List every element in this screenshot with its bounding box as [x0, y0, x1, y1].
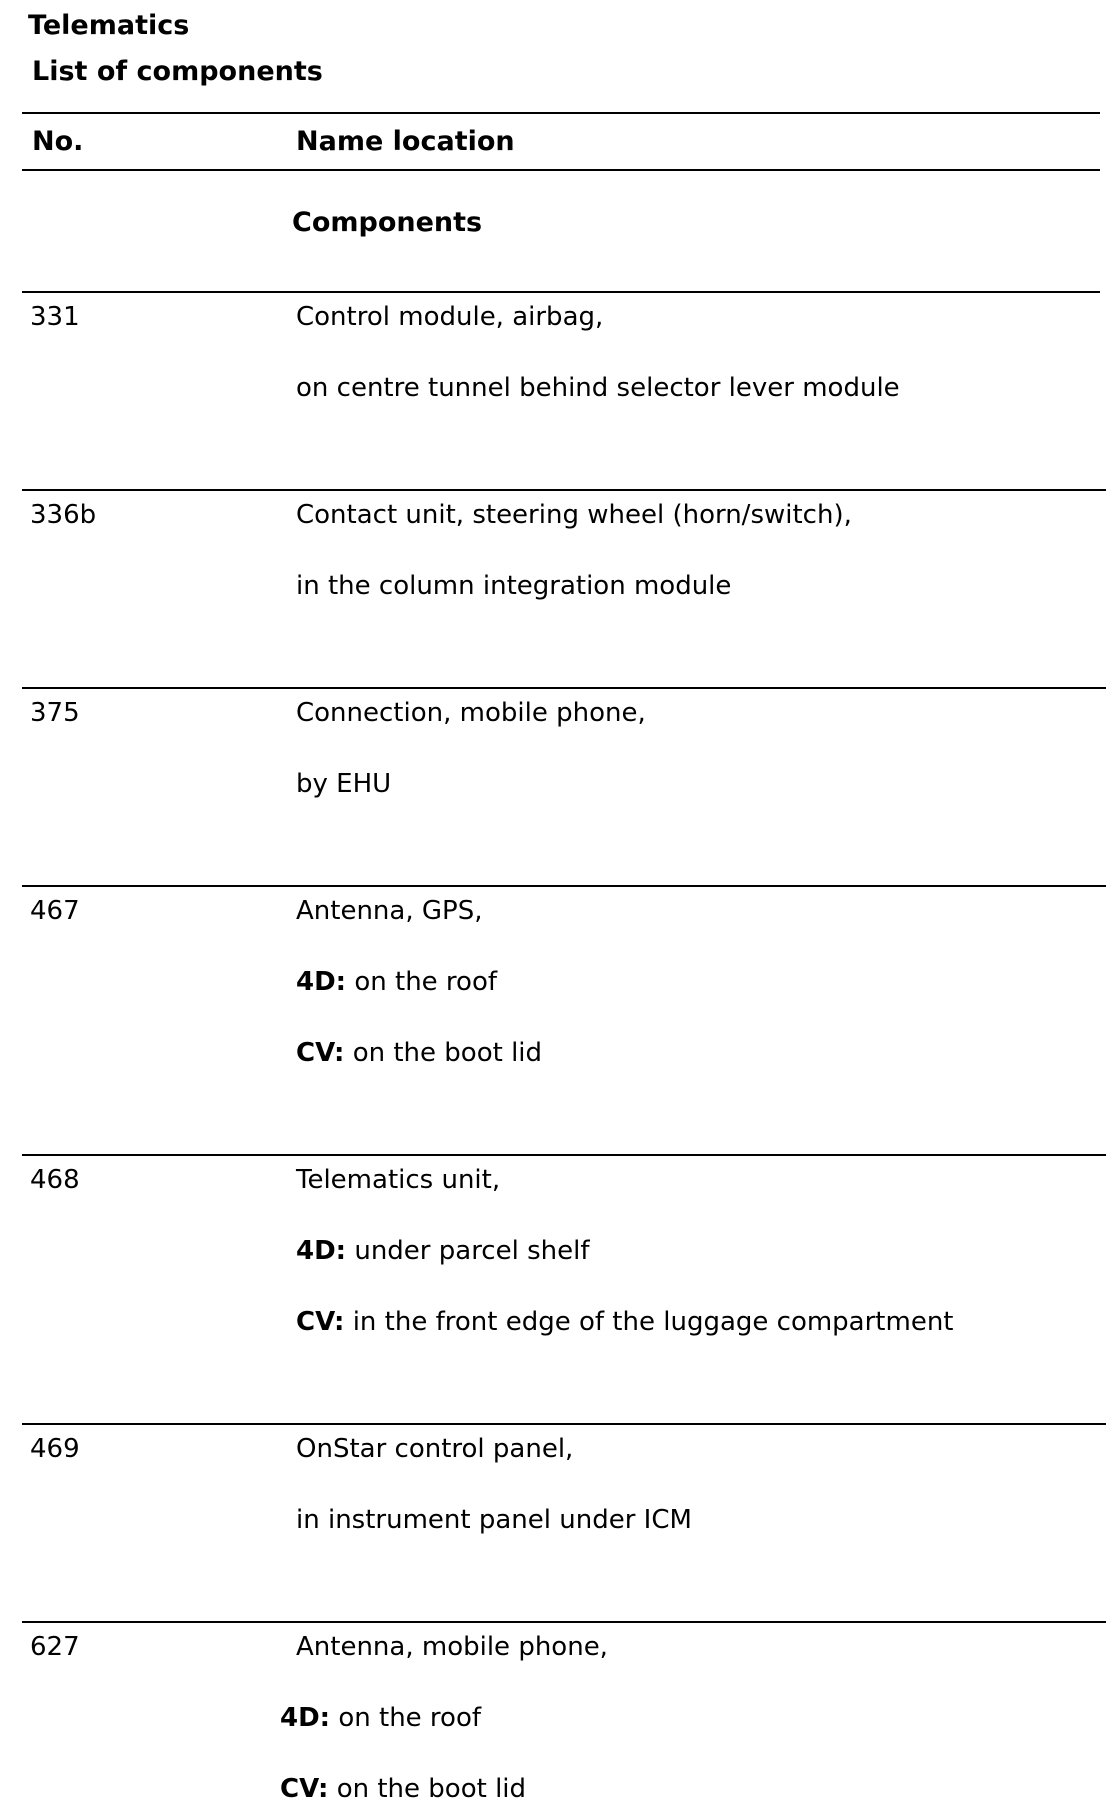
row-component-name: Control module, airbag,: [296, 302, 604, 332]
location-text: on the roof: [330, 1703, 482, 1733]
row-number: 336b: [30, 500, 97, 530]
location-variant-prefix: 4D:: [296, 967, 347, 997]
column-header-name-location: Name location: [296, 126, 515, 157]
row-number: 467: [30, 896, 80, 926]
row-component-name: Antenna, GPS,: [296, 896, 483, 926]
location-text: on the roof: [346, 967, 498, 997]
row-number: 331: [30, 302, 80, 332]
location-text: on the boot lid: [328, 1774, 527, 1804]
row-location: [280, 1703, 481, 1733]
location-variant-prefix: 4D:: [296, 1236, 347, 1266]
row-location: [296, 967, 497, 997]
document-title: Telematics: [28, 10, 190, 41]
row-location: [296, 373, 900, 403]
section-label-components: Components: [292, 207, 483, 238]
row-component-name: OnStar control panel,: [296, 1434, 574, 1464]
row-component-name: Telematics unit,: [296, 1165, 501, 1195]
location-text: on the boot lid: [344, 1038, 543, 1068]
location-text: in the column integration module: [296, 571, 732, 601]
location-text: in the front edge of the luggage compartment: [344, 1307, 954, 1337]
row-component-name: Contact unit, steering wheel (horn/switch),: [296, 500, 852, 530]
row-number: 375: [30, 698, 80, 728]
row-separator: [22, 1423, 1106, 1425]
row-location: [296, 1236, 590, 1266]
location-text: under parcel shelf: [346, 1236, 590, 1266]
column-header-number: No.: [32, 126, 84, 157]
location-variant-prefix: 4D:: [280, 1703, 331, 1733]
row-location: [280, 1774, 526, 1804]
table-top-rule: [22, 112, 1100, 114]
row-component-name: Antenna, mobile phone,: [296, 1632, 608, 1662]
row-location: [296, 571, 731, 601]
row-location: [296, 1307, 954, 1337]
location-variant-prefix: CV:: [296, 1038, 345, 1068]
row-separator: [22, 489, 1106, 491]
row-location: [296, 769, 391, 799]
row-component-name: Connection, mobile phone,: [296, 698, 646, 728]
header-bottom-rule: [22, 169, 1100, 171]
location-variant-prefix: CV:: [296, 1307, 345, 1337]
location-text: on centre tunnel behind selector lever module: [296, 373, 900, 403]
row-separator: [22, 687, 1106, 689]
row-separator: [22, 1621, 1106, 1623]
location-text: in instrument panel under ICM: [296, 1505, 692, 1535]
row-separator: [22, 885, 1106, 887]
row-number: 627: [30, 1632, 80, 1662]
row-location: [296, 1038, 542, 1068]
row-number: 469: [30, 1434, 80, 1464]
location-text: by EHU: [296, 769, 392, 799]
row-location: [296, 1505, 692, 1535]
row-separator: [22, 1154, 1106, 1156]
section-rule: [22, 291, 1100, 293]
document-subtitle: List of components: [32, 56, 323, 87]
row-number: 468: [30, 1165, 80, 1195]
location-variant-prefix: CV:: [280, 1774, 329, 1804]
